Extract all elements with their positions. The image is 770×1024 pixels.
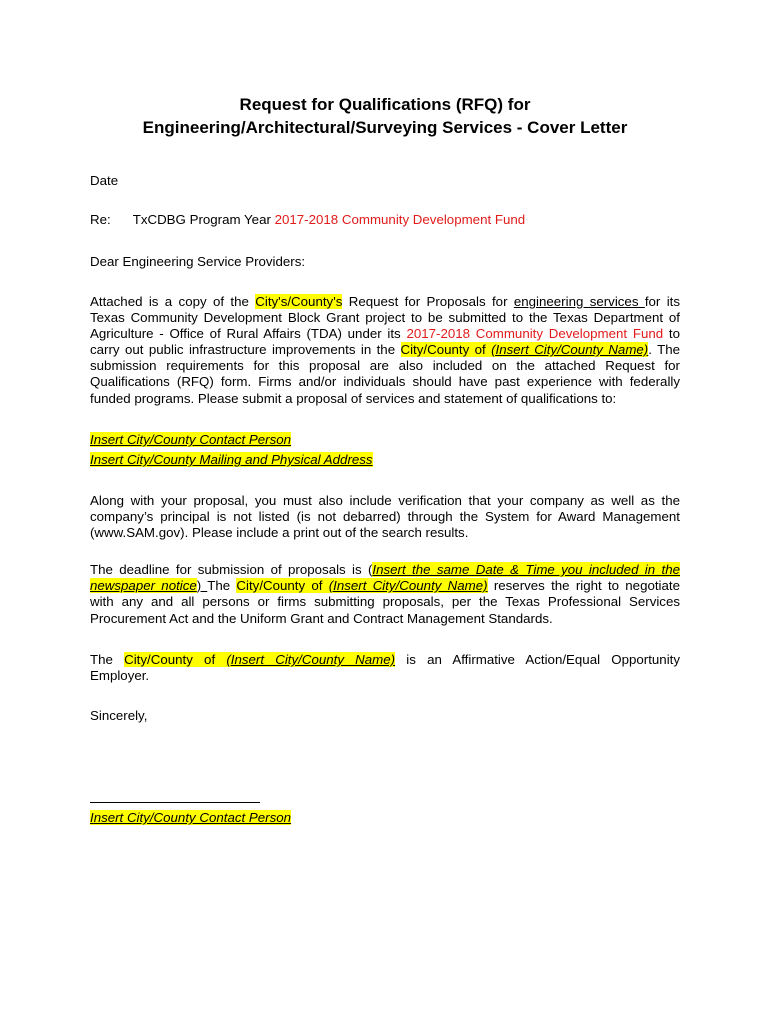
p1-line-1: Attached is a copy of the City's/County's Request for Proposals for engineering services for its [90, 294, 681, 309]
re-program: TxCDBG Program Year [132, 212, 275, 227]
city-county-of-highlight: City/County of (Insert City/County Name) [400, 342, 649, 357]
p2-line-3: (www.SAM.gov). Please include a print out of the search results. [90, 525, 469, 540]
re-line [90, 212, 680, 228]
p1-line-7: funded programs. Please submit a proposal of services and statement of qualifications to: [90, 391, 617, 406]
city-county-of-highlight-3: City/County of (Insert City/County Name) [124, 652, 396, 667]
newspaper-notice-field: newspaper notice [90, 578, 197, 593]
p3-line-4: Procurement Act and the Uniform Grant and Contract Management Standards. [90, 611, 553, 626]
deadline-field: Insert the same Date & Time you included in the [372, 562, 680, 577]
p1-line-2: Texas Community Development Block Grant project to be submitted to the Texas Department of [90, 310, 680, 325]
fund-name-red: 2017-2018 Community Development Fund [406, 326, 664, 341]
document-title-line-1: Request for Qualifications (RFQ) for [239, 95, 531, 114]
signature-name-line [90, 810, 680, 826]
p3-line-1: The deadline for submission of proposals is (Insert the same Date & Time you included in the [90, 562, 680, 577]
p1-line-4: carry out public infrastructure improvements in the City/County of (Insert City/County Name). The [90, 342, 680, 357]
p1-line-3: Agriculture - Office of Rural Affairs (TDA) under its 2017-2018 Community Development Fund to [90, 326, 680, 341]
closing: Sincerely, [90, 708, 148, 723]
signature-line [90, 802, 260, 803]
p2-line-1: Along with your proposal, you must also include verification that your company as well as the [90, 493, 680, 508]
p1-line-5: submission requirements for this proposal are also included on the attached Request for [90, 358, 680, 373]
document-title-line-2: Engineering/Architectural/Surveying Services - Cover Letter [142, 118, 628, 137]
p2-line-2: company’s principal is not listed (is not debarred) through the System for Award Management [90, 509, 680, 524]
p3-line-2: newspaper notice) The City/County of (Insert City/County Name) reserves the right to negotiate [90, 578, 680, 593]
re-label: Re: [90, 212, 111, 227]
engineering-services-text: engineering services [513, 294, 645, 309]
mailing-address-line [90, 452, 680, 468]
re-fund: 2017-2018 Community Development Fund [274, 212, 526, 227]
contact-person-line [90, 432, 680, 448]
city-county-of-highlight-2: City/County of (Insert City/County Name) [236, 578, 488, 593]
salutation: Dear Engineering Service Providers: [90, 254, 306, 269]
contact-person-field: Insert City/County Contact Person [90, 432, 292, 447]
city-county-highlight: City's/County's [255, 294, 343, 309]
p1-line-6: Qualifications (RFQ) form. Firms and/or individuals should have past experience with federally [90, 374, 680, 389]
p4-line-1: The City/County of (Insert City/County Name) is an Affirmative Action/Equal Opportunity [90, 652, 680, 667]
insert-city-name-field-3: (Insert City/County Name) [226, 652, 396, 667]
p3-line-3: with any and all persons or firms submitting proposals, per the Texas Professional Services [90, 594, 680, 609]
mailing-address-field: Insert City/County Mailing and Physical Address [90, 452, 373, 467]
insert-city-name-field: (Insert City/County Name) [491, 342, 649, 357]
insert-city-name-field-2: (Insert City/County Name) [328, 578, 488, 593]
signature-name-field: Insert City/County Contact Person [90, 810, 292, 825]
date-label: Date [90, 173, 119, 188]
p4-line-2: Employer. [90, 668, 150, 683]
